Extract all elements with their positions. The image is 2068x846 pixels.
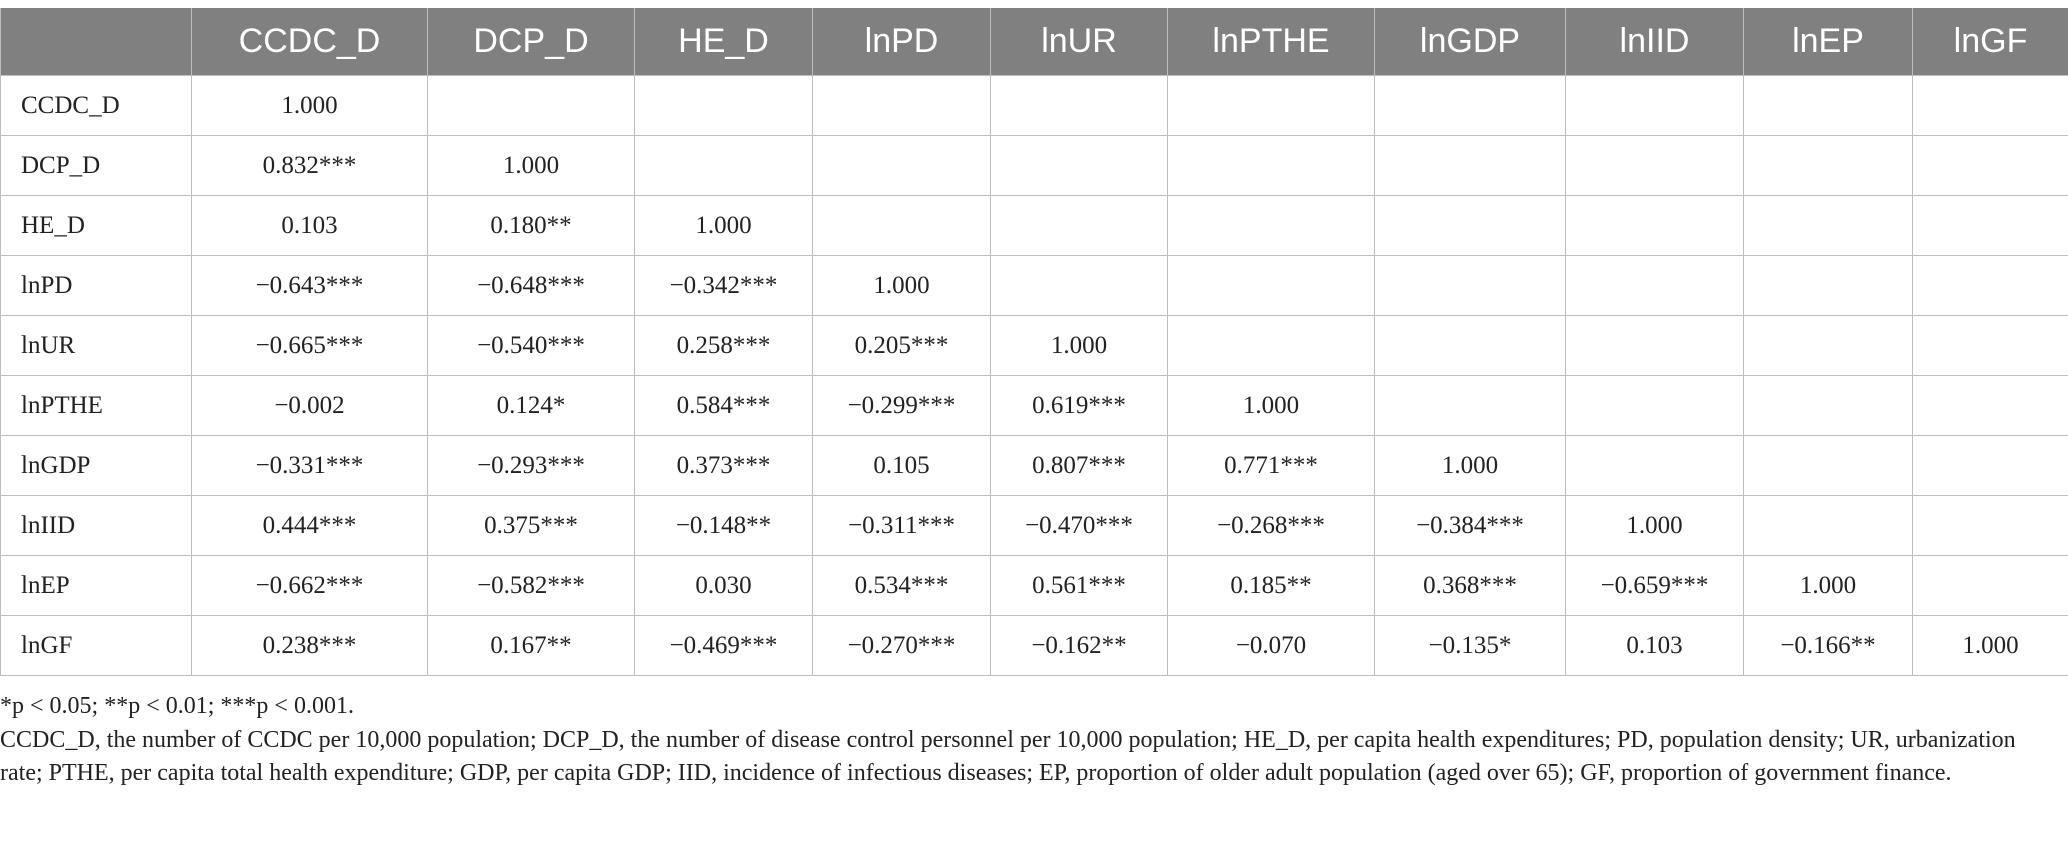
correlation-cell: −0.331*** <box>192 436 428 496</box>
row-label: lnIID <box>1 496 192 556</box>
correlation-cell <box>1913 496 2068 556</box>
correlation-cell <box>1744 436 1913 496</box>
table-row <box>1 256 2068 316</box>
correlation-cell: 0.534*** <box>813 556 991 616</box>
correlation-cell <box>1375 316 1566 376</box>
column-header: lnUR <box>991 8 1168 76</box>
table-row <box>1 136 2068 196</box>
correlation-cell: 0.584*** <box>635 376 813 436</box>
correlation-cell: 0.373*** <box>635 436 813 496</box>
abbreviations-note: CCDC_D, the number of CCDC per 10,000 population; DCP_D, the number of disease control personnel per 10,000 population; HE_D, per capita health expenditures; PD, population density; UR, urbanization rate; PTHE, per capita total health expenditure; GDP, per capita GDP; IID, incidence of infectious diseases; EP, proportion of older adult population (aged over 65); GF, proportion of government finance. <box>0 726 2016 786</box>
correlation-cell <box>1375 196 1566 256</box>
correlation-cell: 0.807*** <box>991 436 1168 496</box>
column-header: lnPTHE <box>1168 8 1375 76</box>
correlation-cell: 1.000 <box>1566 496 1744 556</box>
correlation-cell: 1.000 <box>1913 616 2068 676</box>
row-label: CCDC_D <box>1 76 192 136</box>
correlation-cell <box>1744 76 1913 136</box>
row-label: lnEP <box>1 556 192 616</box>
correlation-cell: 1.000 <box>813 256 991 316</box>
correlation-table <box>0 8 2068 676</box>
table-row <box>1 376 2068 436</box>
correlation-cell <box>1168 136 1375 196</box>
correlation-cell: 1.000 <box>1168 376 1375 436</box>
correlation-cell: −0.342*** <box>635 256 813 316</box>
correlation-cell <box>1744 256 1913 316</box>
correlation-cell: −0.648*** <box>428 256 635 316</box>
correlation-cell: 0.185** <box>1168 556 1375 616</box>
table-row <box>1 196 2068 256</box>
correlation-cell <box>1913 556 2068 616</box>
table-row <box>1 436 2068 496</box>
correlation-cell <box>635 76 813 136</box>
row-label: lnGDP <box>1 436 192 496</box>
correlation-cell: −0.166** <box>1744 616 1913 676</box>
correlation-cell <box>1566 436 1744 496</box>
correlation-cell <box>1913 256 2068 316</box>
correlation-cell <box>1566 376 1744 436</box>
correlation-cell <box>991 76 1168 136</box>
correlation-cell <box>1744 316 1913 376</box>
row-label: lnPTHE <box>1 376 192 436</box>
correlation-cell: −0.659*** <box>1566 556 1744 616</box>
correlation-cell: 0.832*** <box>192 136 428 196</box>
significance-note: *p < 0.05; **p < 0.01; ***p < 0.001. <box>0 693 354 719</box>
correlation-cell: 0.619*** <box>991 376 1168 436</box>
correlation-cell <box>1913 316 2068 376</box>
correlation-cell: 0.124* <box>428 376 635 436</box>
correlation-cell: 0.105 <box>813 436 991 496</box>
correlation-cell: −0.384*** <box>1375 496 1566 556</box>
correlation-cell: 0.561*** <box>991 556 1168 616</box>
correlation-cell <box>428 76 635 136</box>
correlation-cell <box>1375 256 1566 316</box>
correlation-cell: −0.299*** <box>813 376 991 436</box>
correlation-cell: −0.293*** <box>428 436 635 496</box>
column-header: lnPD <box>813 8 991 76</box>
header-cell-corner <box>1 8 192 76</box>
row-label: lnGF <box>1 616 192 676</box>
correlation-cell: −0.270*** <box>813 616 991 676</box>
correlation-cell <box>991 136 1168 196</box>
correlation-cell: 0.103 <box>1566 616 1744 676</box>
correlation-cell <box>1566 316 1744 376</box>
correlation-cell: −0.268*** <box>1168 496 1375 556</box>
correlation-cell <box>813 76 991 136</box>
correlation-cell <box>1168 196 1375 256</box>
correlation-cell: 0.375*** <box>428 496 635 556</box>
correlation-cell <box>1744 376 1913 436</box>
table-header <box>1 8 2068 76</box>
table-row <box>1 496 2068 556</box>
row-label: DCP_D <box>1 136 192 196</box>
correlation-cell: −0.162** <box>991 616 1168 676</box>
correlation-cell: −0.002 <box>192 376 428 436</box>
correlation-table-container <box>0 8 2068 676</box>
correlation-cell <box>1375 376 1566 436</box>
correlation-cell <box>1168 256 1375 316</box>
correlation-cell <box>1744 196 1913 256</box>
correlation-cell: −0.469*** <box>635 616 813 676</box>
correlation-cell <box>1375 76 1566 136</box>
table-row <box>1 556 2068 616</box>
header-row <box>1 8 2068 76</box>
correlation-cell <box>1744 136 1913 196</box>
table-body <box>1 76 2068 676</box>
row-label: lnPD <box>1 256 192 316</box>
correlation-cell: −0.582*** <box>428 556 635 616</box>
correlation-cell: 0.103 <box>192 196 428 256</box>
correlation-cell: 0.238*** <box>192 616 428 676</box>
table-notes <box>0 690 2050 791</box>
column-header: lnGDP <box>1375 8 1566 76</box>
column-header: CCDC_D <box>192 8 428 76</box>
correlation-cell <box>813 136 991 196</box>
correlation-cell <box>813 196 991 256</box>
correlation-cell <box>1913 196 2068 256</box>
table-row <box>1 316 2068 376</box>
correlation-cell <box>991 196 1168 256</box>
correlation-cell <box>1168 76 1375 136</box>
correlation-cell: −0.070 <box>1168 616 1375 676</box>
correlation-cell: 1.000 <box>1375 436 1566 496</box>
correlation-cell: −0.643*** <box>192 256 428 316</box>
correlation-cell <box>1566 256 1744 316</box>
correlation-cell <box>635 136 813 196</box>
correlation-cell <box>991 256 1168 316</box>
correlation-cell: −0.665*** <box>192 316 428 376</box>
correlation-cell <box>1913 436 2068 496</box>
correlation-cell: 0.258*** <box>635 316 813 376</box>
column-header: lnEP <box>1744 8 1913 76</box>
correlation-cell: 1.000 <box>635 196 813 256</box>
correlation-cell: 0.771*** <box>1168 436 1375 496</box>
row-label: lnUR <box>1 316 192 376</box>
correlation-cell: −0.135* <box>1375 616 1566 676</box>
correlation-cell: 1.000 <box>428 136 635 196</box>
correlation-cell: −0.540*** <box>428 316 635 376</box>
correlation-cell <box>1566 196 1744 256</box>
correlation-cell <box>1744 496 1913 556</box>
correlation-cell <box>1168 316 1375 376</box>
correlation-cell: 0.030 <box>635 556 813 616</box>
correlation-cell: −0.470*** <box>991 496 1168 556</box>
correlation-cell <box>1913 376 2068 436</box>
table-row <box>1 616 2068 676</box>
correlation-cell: 1.000 <box>991 316 1168 376</box>
column-header: lnIID <box>1566 8 1744 76</box>
row-label: HE_D <box>1 196 192 256</box>
column-header: lnGF <box>1913 8 2068 76</box>
correlation-cell: 1.000 <box>192 76 428 136</box>
table-row <box>1 76 2068 136</box>
correlation-cell: 0.180** <box>428 196 635 256</box>
correlation-cell: 0.205*** <box>813 316 991 376</box>
correlation-cell: −0.311*** <box>813 496 991 556</box>
correlation-cell <box>1913 76 2068 136</box>
correlation-cell: 0.444*** <box>192 496 428 556</box>
correlation-cell: −0.662*** <box>192 556 428 616</box>
correlation-cell: 0.167** <box>428 616 635 676</box>
correlation-cell <box>1913 136 2068 196</box>
correlation-cell <box>1375 136 1566 196</box>
correlation-cell <box>1566 76 1744 136</box>
correlation-cell <box>1566 136 1744 196</box>
correlation-cell: 0.368*** <box>1375 556 1566 616</box>
correlation-cell: 1.000 <box>1744 556 1913 616</box>
column-header: HE_D <box>635 8 813 76</box>
column-header: DCP_D <box>428 8 635 76</box>
correlation-cell: −0.148** <box>635 496 813 556</box>
